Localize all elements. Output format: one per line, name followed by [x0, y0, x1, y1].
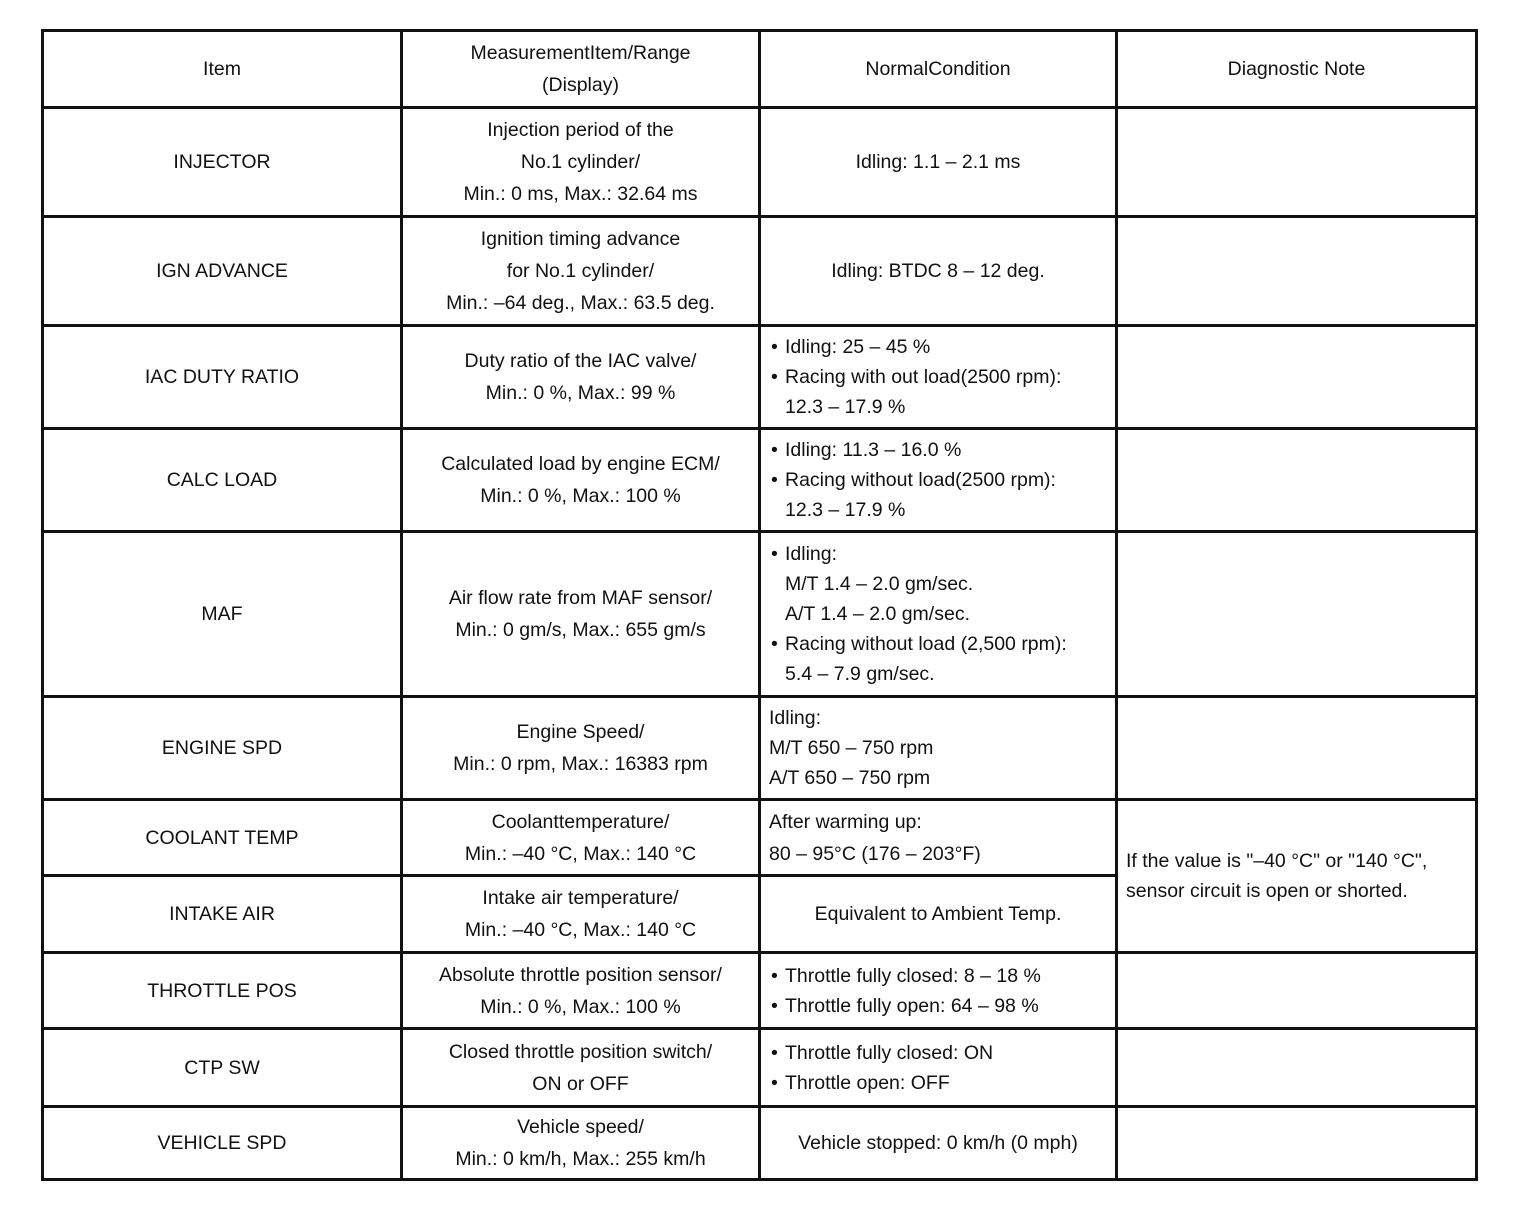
note-cell: [1117, 1029, 1477, 1107]
header-range: MeasurementItem/Range (Display): [402, 31, 760, 108]
table-row: [43, 697, 1477, 800]
condition-cell: • Idling: 11.3 – 16.0 % • Racing without load(2500 rpm): 12.3 – 17.9 %: [760, 429, 1117, 532]
table-row: [43, 108, 1477, 217]
item-cell: VEHICLE SPD: [43, 1107, 402, 1180]
item-cell: INJECTOR: [43, 108, 402, 217]
note-cell: [1117, 953, 1477, 1029]
range-cell: Ignition timing advance for No.1 cylinder/ Min.: –64 deg., Max.: 63.5 deg.: [402, 217, 760, 326]
item-cell: COOLANT TEMP: [43, 800, 402, 876]
header-row: [43, 31, 1477, 108]
header-item: Item: [43, 31, 402, 108]
table-row: [43, 1029, 1477, 1107]
range-cell: Calculated load by engine ECM/ Min.: 0 %, Max.: 100 %: [402, 429, 760, 532]
table-row: [43, 800, 1477, 876]
note-cell: [1117, 217, 1477, 326]
item-cell: THROTTLE POS: [43, 953, 402, 1029]
range-cell: Vehicle speed/ Min.: 0 km/h, Max.: 255 km/h: [402, 1107, 760, 1180]
range-cell: Engine Speed/ Min.: 0 rpm, Max.: 16383 rpm: [402, 697, 760, 800]
item-cell: ENGINE SPD: [43, 697, 402, 800]
note-cell: [1117, 429, 1477, 532]
item-cell: CALC LOAD: [43, 429, 402, 532]
table-row: [43, 429, 1477, 532]
range-cell: Coolanttemperature/ Min.: –40 °C, Max.: 140 °C: [402, 800, 760, 876]
range-cell: Absolute throttle position sensor/ Min.: 0 %, Max.: 100 %: [402, 953, 760, 1029]
item-cell: IGN ADVANCE: [43, 217, 402, 326]
condition-cell: Idling: M/T 650 – 750 rpm A/T 650 – 750 rpm: [760, 697, 1117, 800]
temp-diagnostic-note: If the value is "–40 °C" or "140 °C", sensor circuit is open or shorted.: [1117, 800, 1477, 953]
range-cell: Injection period of the No.1 cylinder/ Min.: 0 ms, Max.: 32.64 ms: [402, 108, 760, 217]
range-cell: Air flow rate from MAF sensor/ Min.: 0 gm/s, Max.: 655 gm/s: [402, 532, 760, 697]
condition-cell: • Idling: M/T 1.4 – 2.0 gm/sec. A/T 1.4 – 2.0 gm/sec. • Racing without load (2,500 rpm): 5.4 – 7.9 gm/sec.: [760, 532, 1117, 697]
condition-cell: Idling: 1.1 – 2.1 ms: [760, 108, 1117, 217]
condition-cell: Vehicle stopped: 0 km/h (0 mph): [760, 1107, 1117, 1180]
condition-cell: After warming up: 80 – 95°C (176 – 203°F): [760, 800, 1117, 876]
item-cell: MAF: [43, 532, 402, 697]
condition-cell: • Throttle fully closed: 8 – 18 % • Throttle fully open: 64 – 98 %: [760, 953, 1117, 1029]
note-cell: [1117, 108, 1477, 217]
note-cell: [1117, 1107, 1477, 1180]
header-note: Diagnostic Note: [1117, 31, 1477, 108]
condition-cell: • Throttle fully closed: ON • Throttle open: OFF: [760, 1029, 1117, 1107]
header-condition: NormalCondition: [760, 31, 1117, 108]
condition-cell: • Idling: 25 – 45 % • Racing with out load(2500 rpm): 12.3 – 17.9 %: [760, 326, 1117, 429]
note-cell: [1117, 326, 1477, 429]
condition-cell: Idling: BTDC 8 – 12 deg.: [760, 217, 1117, 326]
item-cell: IAC DUTY RATIO: [43, 326, 402, 429]
table-row: [43, 326, 1477, 429]
note-cell: [1117, 532, 1477, 697]
table-row: [43, 217, 1477, 326]
table-row: [43, 1107, 1477, 1180]
item-cell: CTP SW: [43, 1029, 402, 1107]
data-list-table: [41, 29, 1478, 1181]
item-cell: INTAKE AIR: [43, 876, 402, 953]
range-cell: Intake air temperature/ Min.: –40 °C, Max.: 140 °C: [402, 876, 760, 953]
table-row: [43, 532, 1477, 697]
condition-cell: Equivalent to Ambient Temp.: [760, 876, 1117, 953]
range-cell: Duty ratio of the IAC valve/ Min.: 0 %, Max.: 99 %: [402, 326, 760, 429]
table-row: [43, 953, 1477, 1029]
note-cell: [1117, 697, 1477, 800]
range-cell: Closed throttle position switch/ ON or OFF: [402, 1029, 760, 1107]
